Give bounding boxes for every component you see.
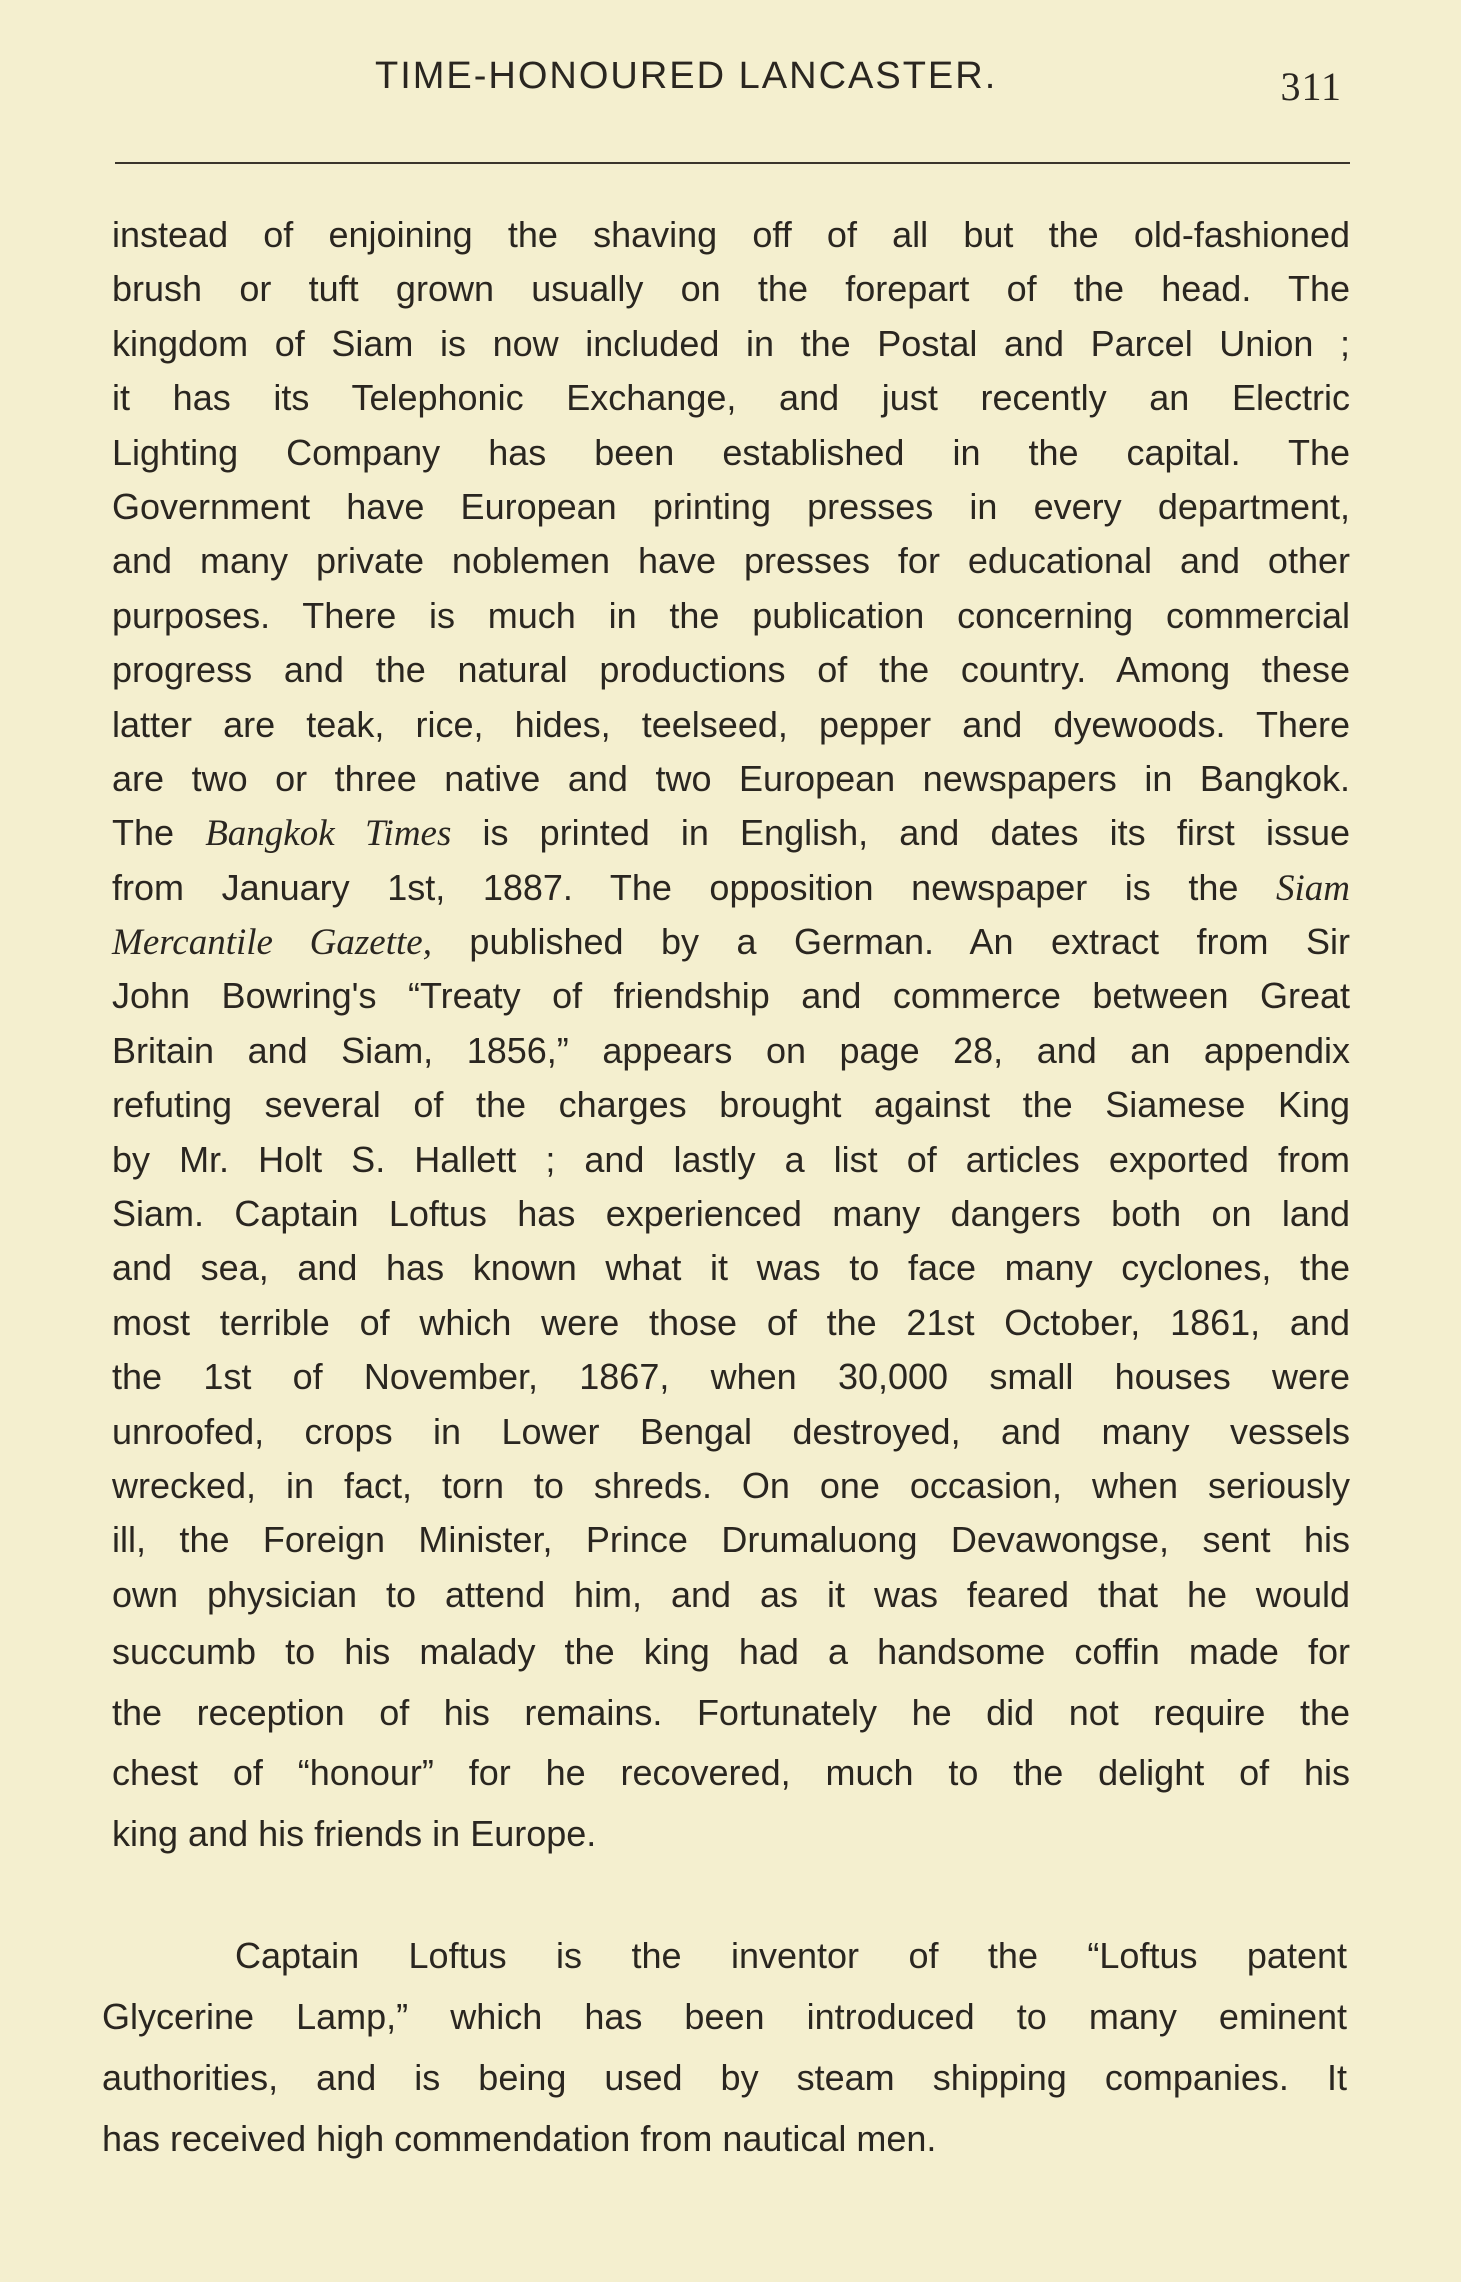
text-line: wrecked, in fact, torn to shreds. On one occasion, when seriously — [112, 1464, 1350, 1506]
running-title: TIME-HONOURED LANCASTER. — [375, 55, 998, 97]
text-line: chest of “honour” for he recovered, much to the delight of his — [112, 1752, 1350, 1794]
text-line: Government have European printing presses in every department, — [112, 485, 1350, 527]
text-line — [112, 806, 1350, 860]
text-line: and sea, and has known what it was to face many cyclones, the — [112, 1247, 1350, 1289]
text-line: succumb to his malady the king had a handsome coffin made for — [112, 1631, 1350, 1673]
text-line: instead of enjoining the shaving off of all but the old-fashioned — [112, 214, 1350, 255]
line-text: The — [112, 812, 206, 854]
text-line: has received high commendation from nautical men. — [102, 2118, 937, 2159]
text-line: Lighting Company has been established in the capital. The — [112, 431, 1350, 473]
paragraph-1 — [112, 208, 1350, 1864]
text-line: Glycerine Lamp,” which has been introduced to many eminent — [102, 1996, 1347, 2037]
text-line: it has its Telephonic Exchange, and just recently an Electric — [112, 377, 1350, 419]
text-line: the reception of his remains. Fortunately he did not require the — [112, 1691, 1350, 1733]
text-line: are two or three native and two European newspapers in Bangkok. — [112, 757, 1350, 799]
newspaper-title: Mercantile Gazette, — [112, 922, 432, 964]
text-line: and many private noblemen have presses for educational and other — [112, 540, 1350, 582]
newspaper-title: Siam — [1276, 867, 1350, 909]
text-line: own physician to attend him, and as it was feared that he would — [112, 1573, 1350, 1615]
text-line: king and his friends in Europe. — [112, 1812, 597, 1854]
text-line: by Mr. Holt S. Hallett ; and lastly a list of articles exported from — [112, 1138, 1350, 1180]
text-line — [112, 861, 1350, 915]
page-number: 311 — [1280, 64, 1342, 109]
text-line: refuting several of the charges brought against the Siamese King — [112, 1084, 1350, 1126]
text-line: authorities, and is being used by steam shipping companies. It — [102, 2057, 1347, 2098]
text-line: unroofed, crops in Lower Bengal destroyed, and many vessels — [112, 1410, 1350, 1452]
text-line: kingdom of Siam is now included in the Postal and Parcel Union ; — [112, 322, 1350, 364]
line-text: from January 1st, 1887. The opposition newspaper is the — [112, 866, 1276, 908]
text-line: brush or tuft grown usually on the forepart of the head. The — [112, 268, 1350, 310]
text-line: the 1st of November, 1867, when 30,000 small houses were — [112, 1356, 1350, 1398]
line-text: is printed in English, and dates its first issue — [451, 812, 1350, 854]
text-line: John Bowring's “Treaty of friendship and commerce between Great — [112, 975, 1350, 1017]
text-line — [112, 915, 1350, 969]
text-line: progress and the natural productions of the country. Among these — [112, 649, 1350, 691]
line-text: published by a German. An extract from Sir — [431, 921, 1350, 963]
text-line: Siam. Captain Loftus has experienced many dangers both on land — [112, 1193, 1350, 1235]
text-line: latter are teak, rice, hides, teelseed, pepper and dyewoods. There — [112, 703, 1350, 745]
text-line: most terrible of which were those of the 21st October, 1861, and — [112, 1301, 1350, 1343]
newspaper-title: Bangkok Times — [205, 813, 452, 855]
text-line: Britain and Siam, 1856,” appears on page 28, and an appendix — [112, 1029, 1350, 1071]
text-block — [112, 1622, 1350, 1864]
text-line: Captain Loftus is the inventor of the “Loftus patent — [235, 1935, 1347, 1976]
text-line: ill, the Foreign Minister, Prince Drumaluong Devawongse, sent his — [112, 1519, 1350, 1561]
paragraph-2 — [102, 1925, 1347, 2169]
running-head — [115, 55, 1350, 115]
header-rule — [115, 162, 1350, 164]
text-line: purposes. There is much in the publication concerning commercial — [112, 594, 1350, 636]
